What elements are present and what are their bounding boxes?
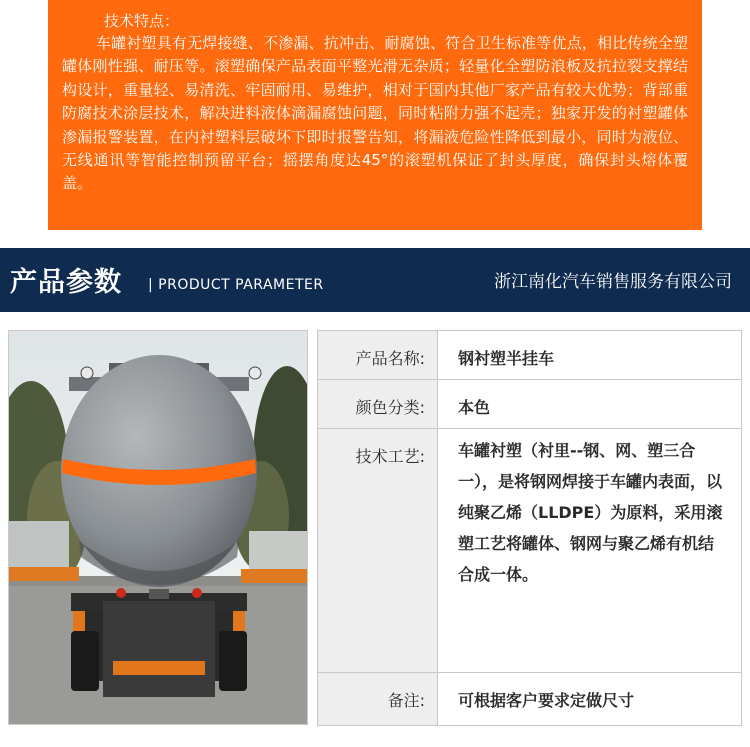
section-title: 产品参数 — [10, 267, 122, 298]
param-label: 产品名称: — [318, 331, 438, 380]
param-row-color — [318, 380, 742, 429]
tech-features-title: 技术特点： — [104, 12, 180, 30]
param-value: 车罐衬塑（衬里--钢、网、塑三合一），是将钢网焊接于车罐内表面，以纯聚乙烯（LLDPE）为原料，采用滚塑工艺将罐体、钢网与聚乙烯有机结合成一体。 — [438, 429, 742, 673]
product-photo — [8, 330, 308, 725]
tanker-trailer-illustration — [9, 331, 307, 724]
param-value: 可根据客户要求定做尺寸 — [438, 673, 742, 726]
tech-features-body: 车罐衬塑具有无焊接缝、不渗漏、抗冲击、耐腐蚀、符合卫生标准等优点，相比传统全塑罐体刚性强、耐压等。滚塑确保产品表面平整光滑无杂质；轻量化全塑防浪板及抗拉裂支撑结构设计，重量轻、易清洗、牢固耐用、易维护，相对于国内其他厂家产品有较大优势；背部重防腐技术涂层技术，解决进料液体滴漏腐蚀问题，同时粘附力强不起壳；独家开发的衬塑罐体渗漏报警装置，在内衬塑料层破坏下即时报警告知，将漏液危险性降低到最小，同时为液位、无线通讯等智能控制预留平台；摇摆角度达45°的滚塑机保证了封头厚度，确保封头熔体覆盖。 — [62, 34, 688, 193]
tech-features-box — [48, 0, 702, 230]
param-value: 钢衬塑半挂车 — [438, 331, 742, 380]
param-label: 技术工艺: — [318, 429, 438, 673]
param-row-product-name — [318, 331, 742, 380]
param-row-technology — [318, 429, 742, 673]
param-label: 备注: — [318, 673, 438, 726]
param-label: 颜色分类: — [318, 380, 438, 429]
param-row-remarks — [318, 673, 742, 726]
param-value: 本色 — [438, 380, 742, 429]
company-name: 浙江南化汽车销售服务有限公司 — [494, 272, 732, 292]
parameter-table — [317, 330, 742, 726]
section-subtitle: | PRODUCT PARAMETER — [148, 277, 324, 293]
product-parameter-header — [0, 248, 750, 312]
